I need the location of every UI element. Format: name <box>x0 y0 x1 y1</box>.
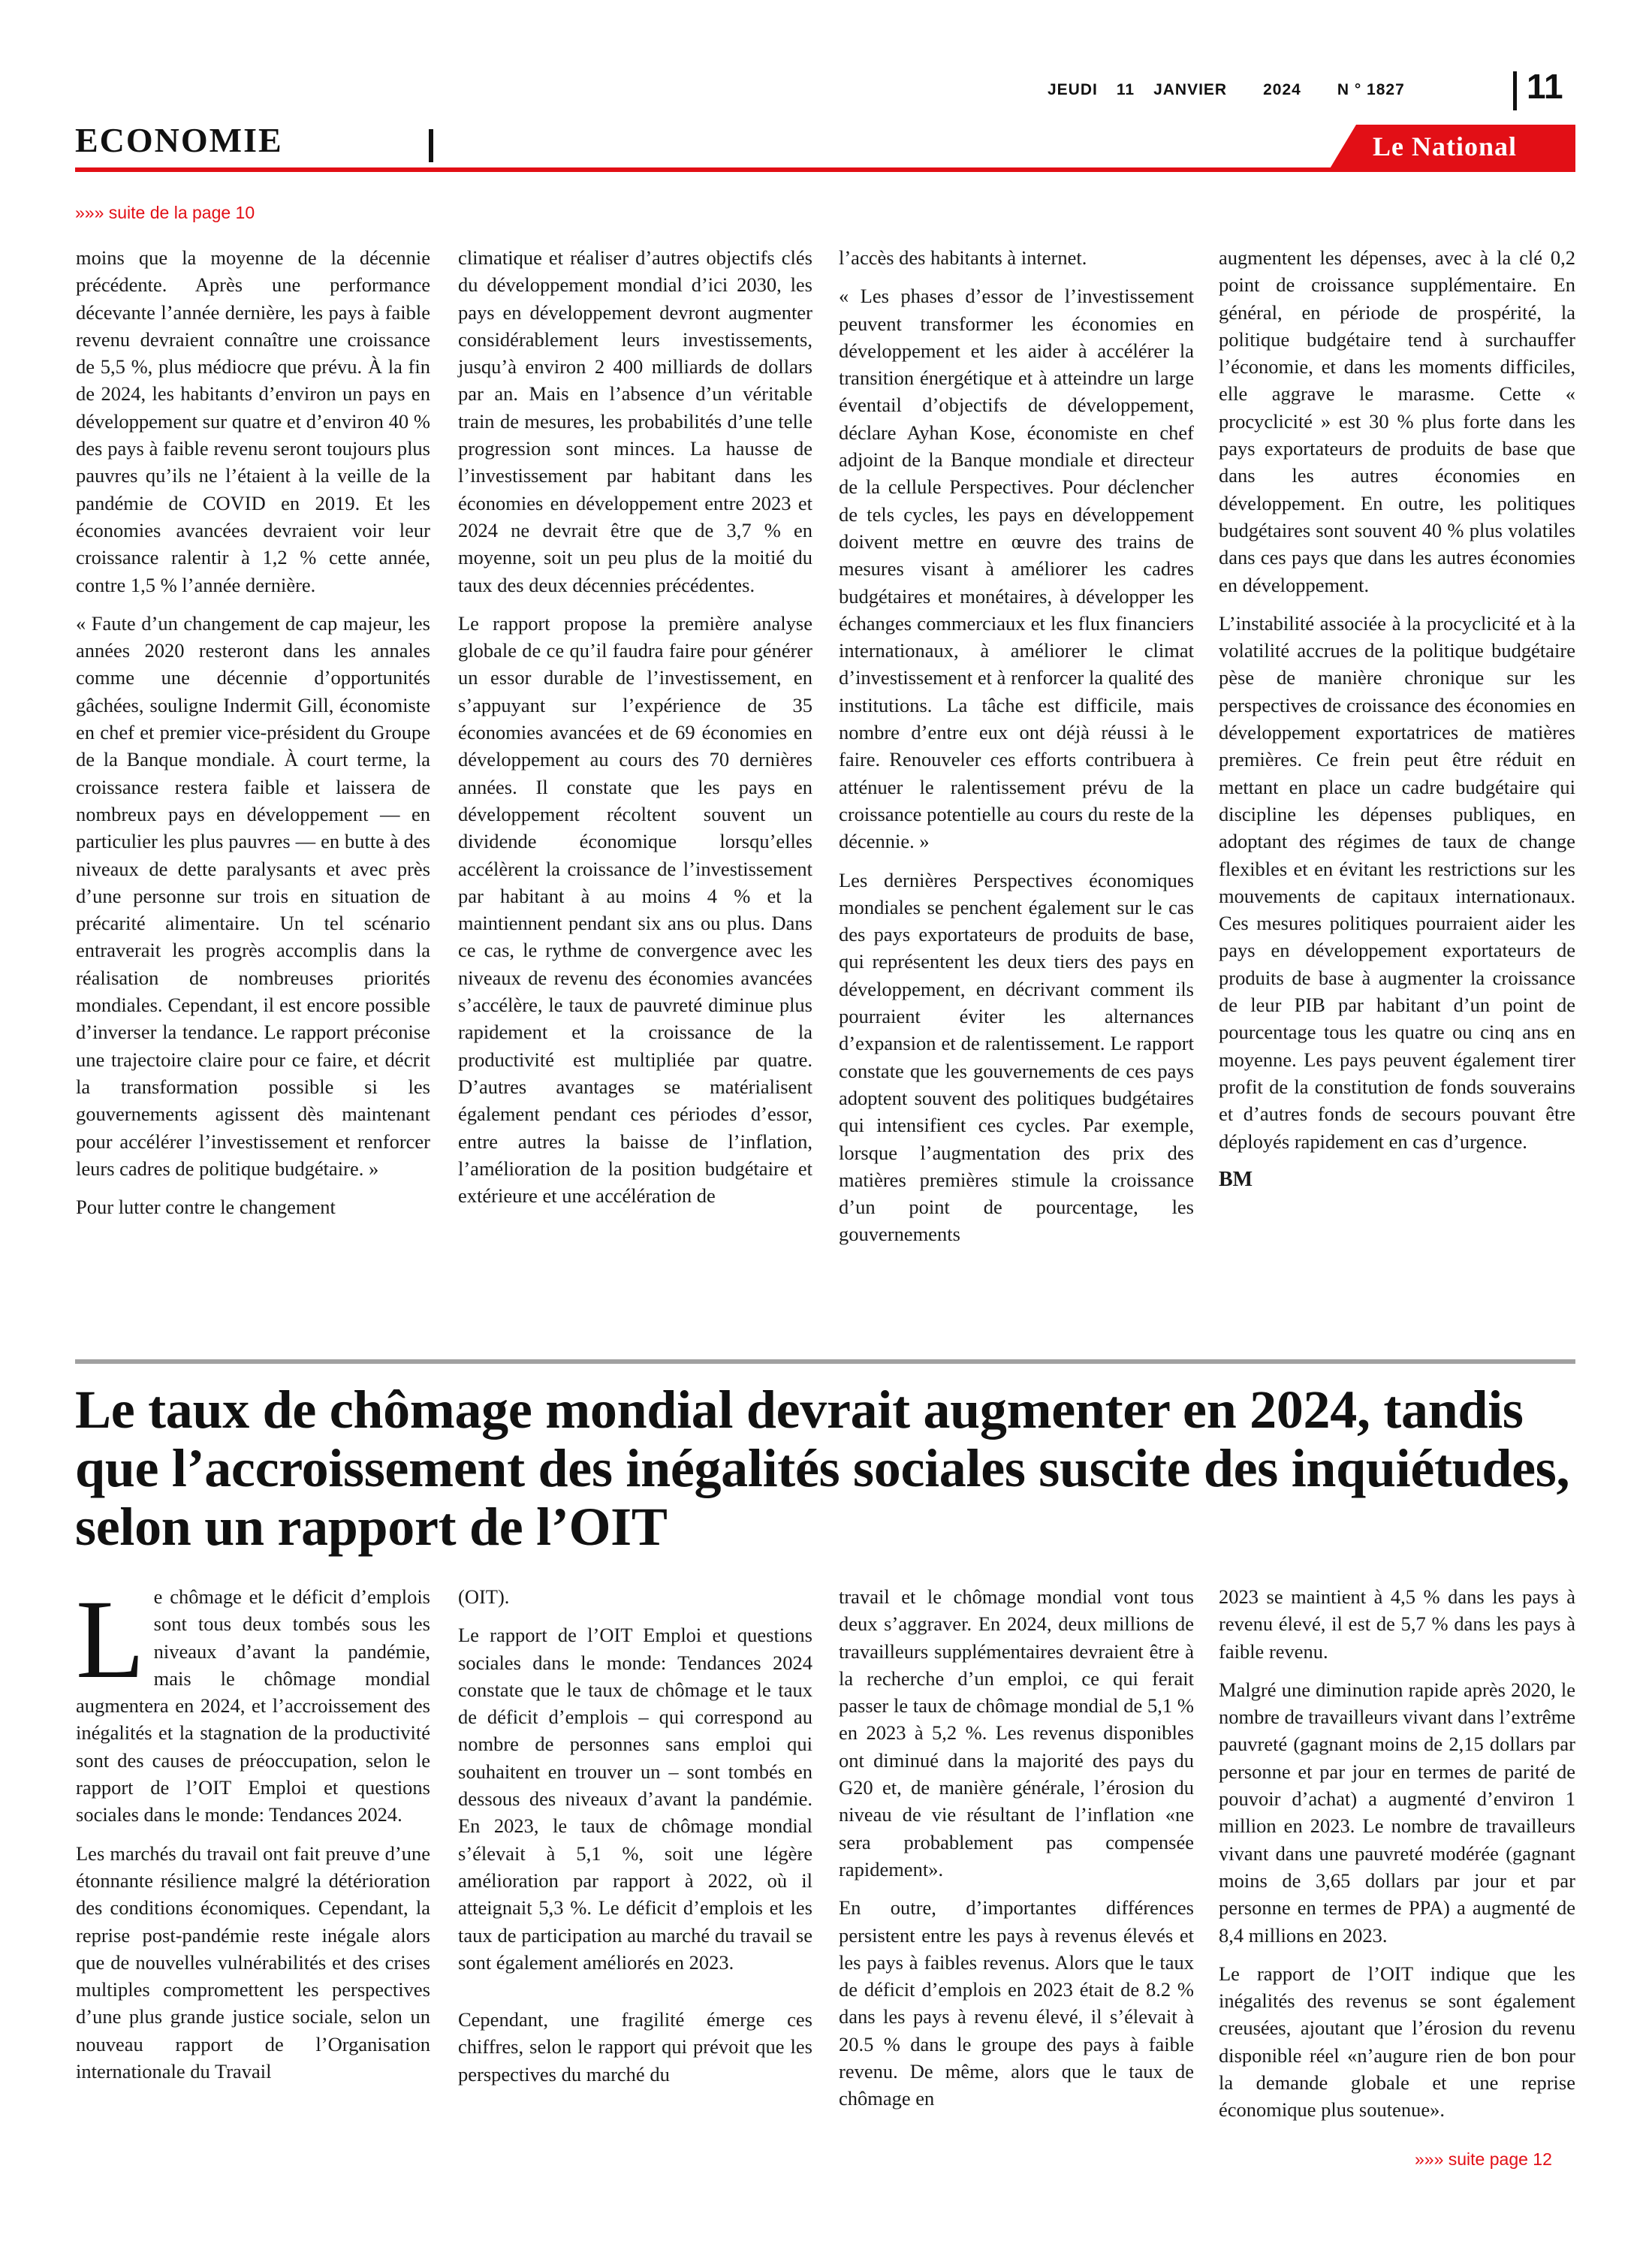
drop-cap: L <box>76 1577 145 1702</box>
paragraph: 2023 se maintient à 4,5 % dans les pays à revenu élevé, il est de 5,7 % dans les pays à faible revenu. <box>1219 1585 1575 1663</box>
paragraph: Le rapport de l’OIT Emploi et questions sociales dans le monde: Tendances 2024 constate que le taux de chômage et le taux de déficit d’emplois – qui correspond au nombre de personnes sans emploi qui souhaitent en trouver un – sont tombés en dessous des niveaux d’avant la pandémie. En 2023, le taux de chômage mondial s’élevait à 5,1 %, soit une légère amélioration par rapport à 2022, où il atteignait 5,3 %. Le déficit d’emplois et les taux de participation au marché du travail se sont également améliorés en 2023. <box>458 1624 812 1974</box>
bottom-article-column-2 <box>458 1583 812 2099</box>
page-number: 11 <box>1527 67 1563 106</box>
date-month: JANVIER <box>1153 81 1228 98</box>
lead-text: e chômage et le déficit d’emplois sont tous deux tombés sous les niveaux d’avant la pandémie, mais le chômage mondial augmentera en 2024, et l’accroissement des inégalités et la stagnation de la productivité sont des causes de préoccupation, selon le rapport de l’OIT Emploi et questions sociales dans le monde: Tendances 2024. <box>76 1585 430 1826</box>
bottom-article-column-1 <box>76 1577 430 2096</box>
paragraph: L’instabilité associée à la procyclicité et à la volatilité accrues de la politique budgétaire pèse de manière chronique sur les perspectives de croissance des économies en développement exportatrices de matières premières. Ce frein peut être réduit en mettant en place un cadre budgétaire qui discipline les dépenses publiques, en adoptant des régimes de taux de change flexibles et en évitant les restrictions sur les mouvements de capitaux internationaux. Ces mesures politiques pourraient aider les pays en développement exportateurs de produits de base à augmenter la croissance de leur PIB par habitant d’un point de pourcentage tous les quatre ou cinq ans en moyenne. Les pays peuvent également tirer profit de la constitution de fonds souverains et d’autres fonds de secours pouvant être déployés rapidement en cas d’urgence. <box>1219 611 1575 1153</box>
author-signature: BM <box>1219 1167 1253 1191</box>
paragraph: l’accès des habitants à internet. <box>839 246 1087 269</box>
section-title: ECONOMIE <box>75 121 283 159</box>
paragraph: Le rapport propose la première analyse globale de ce qu’il faudra faire pour générer un essor durable de l’investissement, en s’appuyant sur l’expérience de 35 économies avancées et de 69 économies en développement au cours des 70 dernières années. Il constate que les pays en développement récoltent souvent un dividende économique lorsqu’elles accélèrent la croissance de l’investissement par habitant à au moins 4 % et la maintiennent pendant six ans ou plus. Dans ce cas, le rythme de convergence avec les niveaux de revenu des économies avancées s’accélère, le taux de pauvreté diminue plus rapidement et la croissance de la productivité est multipliée par quatre. D’autres avantages se matérialisent également pendant ces périodes d’essor, entre autres la baisse de l’inflation, l’amélioration de la position budgétaire et extérieure et une accélération de <box>458 611 812 1208</box>
top-article-column-3 <box>839 244 1194 1259</box>
brand-name: Le National <box>1373 131 1518 161</box>
paragraph: Malgré une diminution rapide après 2020, le nombre de travailleurs vivant dans l’extrême pauvreté (gagnant moins de 2,15 dollars par personne et par jour en termes de parité de pouvoir d’achat) a augmenté d’environ 1 million en 2023. Le nombre de travailleurs vivant dans une pauvreté modérée (gagnant moins de 3,65 dollars par jour et par personne en termes de PPA) a augmenté de 8,4 millions en 2023. <box>1219 1678 1575 1947</box>
date-year: 2024 <box>1263 81 1301 98</box>
article-headline: Le taux de chômage mondial devrait augmenter en 2024, tandis que l’accroissement des inégalités sociales suscite des inquiétudes, selon un rapport de l’OIT <box>75 1380 1570 1557</box>
paragraph: Cependant, une fragilité émerge ces chiffres, selon le rapport qui prévoit que les perspectives du marché du <box>458 2008 812 2086</box>
paragraph: Pour lutter contre le changement <box>76 1196 336 1219</box>
paragraph <box>76 1577 430 1829</box>
paragraph: « Les phases d’essor de l’investissement peuvent transformer les économies en développement et les aider à accélérer la transition énergétique et à atteindre un large éventail d’objectifs de développement, déclare Ayhan Kose, économiste en chef adjoint de la Banque mondiale et directeur de la cellule Perspectives. Pour déclencher de tels cycles, les pays en développement doivent mettre en œuvre des trains de mesures visant à améliorer les cadres budgétaires et monétaires, à développer les échanges commerciaux et les flux financiers internationaux, à améliorer le climat d’investissement et à renforcer la qualité des institutions. La tâche est difficile, mais nombre d’entre eux ont déjà réussi à le faire. Renouveler ces efforts contribuera à atténuer le ralentissement prévu de la croissance potentielle au cours du reste de la décennie. » <box>839 285 1194 853</box>
date-number: 11 <box>1116 81 1135 98</box>
paragraph: Le rapport de l’OIT indique que les inégalités des revenus se sont également creusées, ajoutant que l’érosion du revenu disponible réel «n’augure rien de bon pour la demande globale et une reprise économique plus soutenue». <box>1219 1962 1575 2122</box>
paragraph: Les dernières Perspectives économiques mondiales se penchent également sur le cas des pays exportateurs de produits de base, qui représentent les deux tiers des pays en développement, en décrivant comment ils pourraient éviter les alternances d’expansion et de ralentissement. Le rapport constate que les gouvernements de ces pays adoptent souvent des politiques budgétaires qui intensifient ces cycles. Par exemple, lorsque l’augmentation des prix des matières premières stimule la croissance d’un point de pourcentage, les gouvernements <box>839 868 1194 1246</box>
paragraph: Les marchés du travail ont fait preuve d’une étonnante résilience malgré la détérioration des conditions économiques. Cependant, la reprise post-pandémie reste inégale alors que de nouvelles vulnérabilités et des crises multiples compromettent les perspectives d’une plus grande justice sociale, selon un nouveau rapport de l’Organisation internationale du Travail <box>76 1841 430 2083</box>
issue-number: N ° 1827 <box>1337 81 1405 98</box>
paragraph: (OIT). <box>458 1585 510 1608</box>
paragraph: augmentent les dépenses, avec à la clé 0,2 point de croissance supplémentaire. En général, en période de prospérité, la politique budgétaire tend à surchauffer l’économie, et dans les moments difficiles, elle aggrave le marasme. Cette « procyclicité » est 30 % plus forte dans les pays exportateurs de produits de base que dans les autres économies en développement. En outre, les politiques budgétaires sont souvent 40 % plus volatiles dans ces pays que dans les autres économies en développement. <box>1219 246 1575 596</box>
bottom-article-column-4 <box>1219 1583 1575 2135</box>
section-separator <box>429 129 433 162</box>
paragraph: travail et le chômage mondial vont tous deux s’aggraver. En 2024, deux millions de travailleurs supplémentaires devraient être à la recherche d’un emploi, ce qui ferait passer le taux de chômage mondial de 5,1 % en 2023 à 5,2 %. Les revenus disponibles ont diminué dans la majorité des pays du G20 et, de manière générale, l’érosion du niveau de vie résultant de l’inflation «ne sera probablement pas compensée rapidement». <box>839 1585 1194 1881</box>
paragraph: « Faute d’un changement de cap majeur, les années 2020 resteront dans les annales comme une décennie d’opportunités gâchées, souligne Indermit Gill, économiste en chef et premier vice-président du Groupe de la Banque mondiale. À court terme, la croissance restera faible et laissera de nombreux pays en développement — en particulier les plus pauvres — en butte à des niveaux de dette paralysants et avec près d’une personne sur trois en situation de précarité alimentaire. Un tel scénario entraverait les progrès accomplis dans la réalisation de nombreuses priorités mondiales. Cependant, il est encore possible d’inverser la tendance. Le rapport préconise une trajectoire claire pour ce faire, et décrit la transformation possible si les gouvernements agissent dès maintenant pour accélérer l’investissement et renforcer leurs cadres de politique budgétaire. » <box>76 611 430 1180</box>
paragraph: moins que la moyenne de la décennie précédente. Après une performance décevante l’année dernière, les pays à faible revenu devraient connaître une croissance de 5,5 %, plus médiocre que prévu. À la fin de 2024, les habitants d’environ un pays en développement sur quatre et d’environ 40 % des pays à faible revenu seront toujours plus pauvres qu’ils ne l’étaient à la veille de la pandémie de COVID en 2019. Et les économies avancées devraient voir leur croissance ralentir à 1,2 % cette année, contre 1,5 % l’année dernière. <box>76 246 430 596</box>
bottom-article-column-3 <box>839 1583 1194 2124</box>
paragraph: climatique et réaliser d’autres objectifs clés du développement mondial d’ici 2030, les pays en développement devront augmenter considérablement leurs investissements, jusqu’à environ 2 400 milliards de dollars par an. Mais en l’absence d’un véritable train de mesures, les probabilités d’une telle progression sont minces. La hausse de l’investissement par habitant dans les économies en développement entre 2023 et 2024 ne devrait être que de 3,7 % en moyenne, soit un peu plus de la moitié du taux des deux décennies précédentes. <box>458 246 812 596</box>
top-article-column-1 <box>76 244 430 1232</box>
header-rule <box>75 167 1575 172</box>
top-article-column-4 <box>1219 244 1575 1193</box>
dateline <box>1048 81 1435 99</box>
continued-from-link[interactable]: »»» suite de la page 10 <box>75 203 255 222</box>
page-number-separator <box>1513 71 1517 110</box>
continued-on-link[interactable]: »»» suite page 12 <box>1415 2149 1552 2169</box>
paragraph: En outre, d’importantes différences persistent entre les pays à revenus élevés et les pays à faibles revenus. Alors que le taux de déficit d’emplois en 2023 était de 8.2 % dans les pays à revenu élevé, il s’élevait à 20.5 % dans le groupe des pays à faible revenu. De même, alors que le taux de chômage en <box>839 1896 1194 2110</box>
date-day: JEUDI <box>1048 81 1098 98</box>
article-separator <box>75 1359 1575 1364</box>
top-article-column-2 <box>458 244 812 1220</box>
